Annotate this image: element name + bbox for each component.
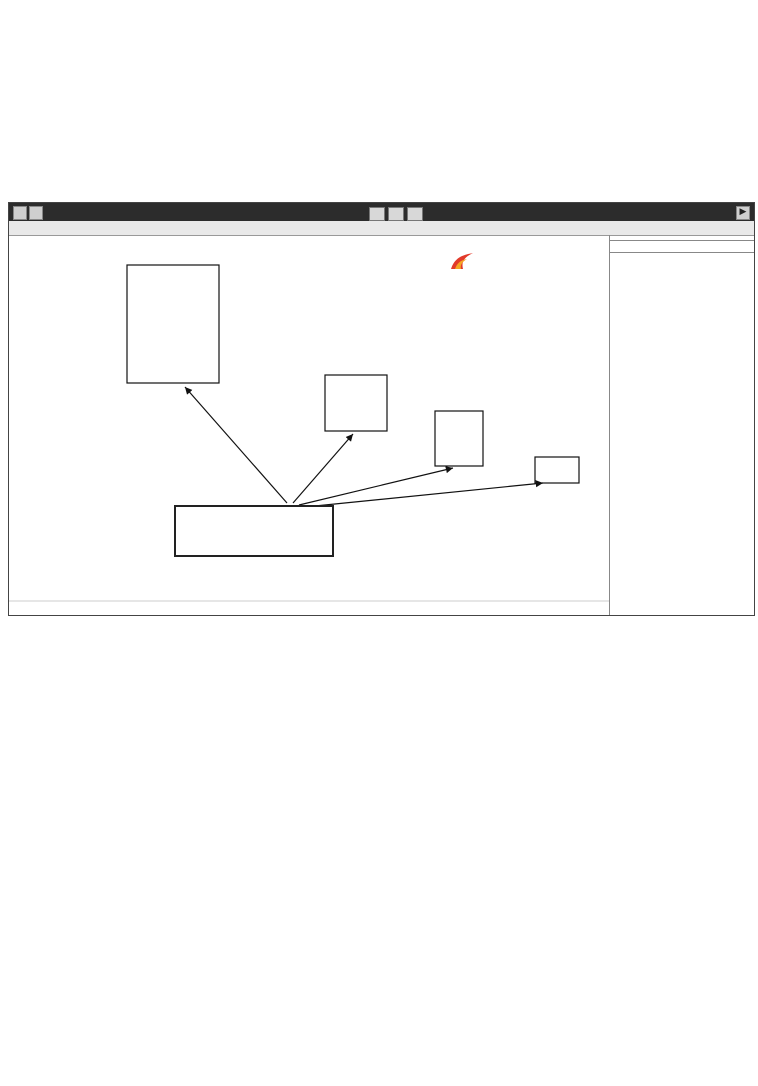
close-icon[interactable]: ▶ xyxy=(736,206,750,220)
watermark xyxy=(449,248,629,298)
rebound-box-4 xyxy=(535,457,579,483)
chart-toolbar xyxy=(9,221,754,236)
tab-icon[interactable] xyxy=(407,207,423,221)
tab-icon[interactable] xyxy=(388,207,404,221)
tab-icon[interactable] xyxy=(369,207,385,221)
window-menu-icon[interactable] xyxy=(13,206,27,220)
window-titlebar xyxy=(9,203,754,221)
tick-header xyxy=(610,240,755,253)
figure-caption xyxy=(0,630,758,648)
rebound-box-1 xyxy=(127,265,219,383)
rebound-box-2 xyxy=(325,375,387,431)
annotation-callout xyxy=(174,505,334,557)
flame-logo-icon xyxy=(449,251,475,271)
kline-figure xyxy=(8,202,755,616)
quote-panel xyxy=(609,235,755,615)
arrow-1 xyxy=(185,387,287,503)
rebound-box-3 xyxy=(435,411,483,466)
window-tab-strip xyxy=(369,206,426,218)
window-back-icon[interactable] xyxy=(29,206,43,220)
arrow-2 xyxy=(293,434,353,503)
